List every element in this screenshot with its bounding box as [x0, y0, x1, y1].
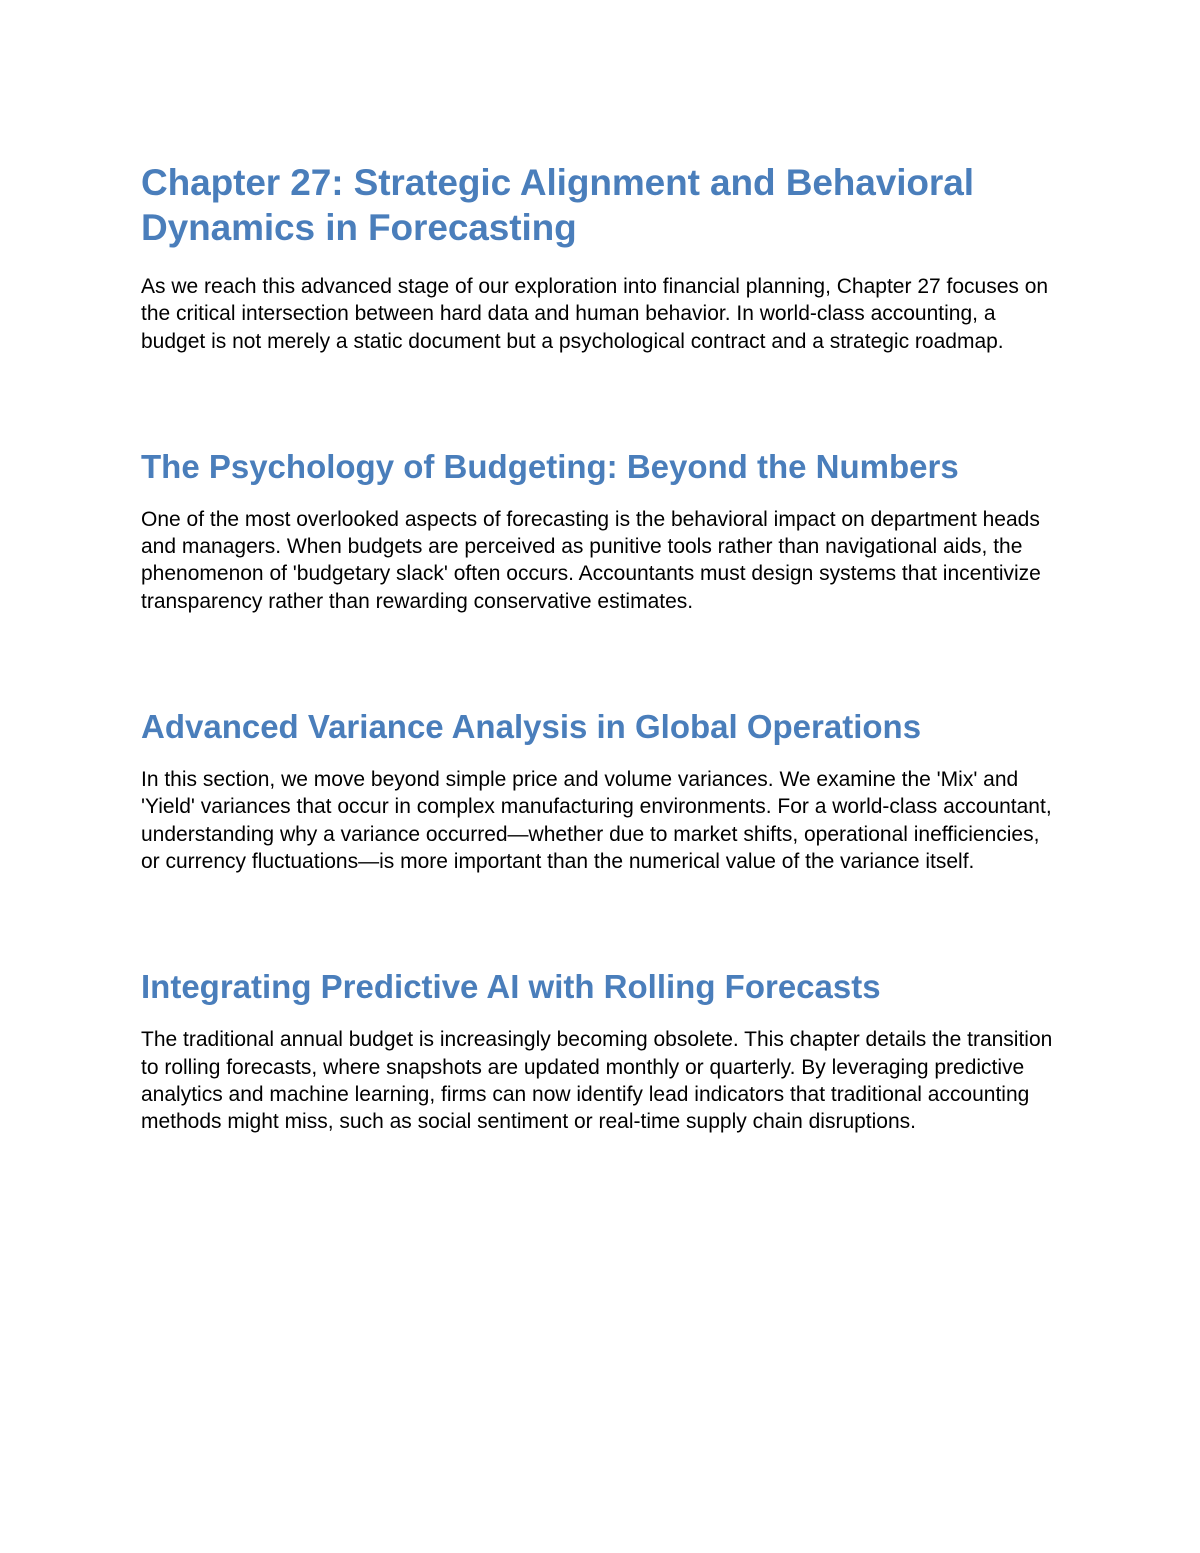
- section-paragraph: One of the most overlooked aspects of forecasting is the behavioral impact on department heads and managers. When budgets are perceived as punitive tools rather than navigational aids, the phenomenon of 'budgetary slack' often occurs. Accountants must design systems that incentivize transparency rather than rewarding conservative estimates.: [141, 507, 1041, 613]
- section-heading: Advanced Variance Analysis in Global Operations: [141, 708, 922, 746]
- intro-paragraph: As we reach this advanced stage of our exploration into financial planning, Chapter 27 focuses on the critical intersection between hard data and human behavior. In world-class accounting, a budget is not merely a static document but a psychological contract and a strategic roadmap.: [141, 275, 1049, 353]
- chapter-title: Chapter 27: Strategic Alignment and Behavioral Dynamics in Forecasting: [141, 162, 974, 248]
- section-paragraph: The traditional annual budget is increasingly becoming obsolete. This chapter details the transition to rolling forecasts, where snapshots are updated monthly or quarterly. By leveraging predictive analytics and machine learning, firms can now identify lead indicators that traditional accounting methods might miss, such as social sentiment or real-time supply chain disruptions.: [141, 1028, 1053, 1134]
- section-psychology-of-budgeting: [141, 447, 1061, 615]
- section-paragraph: In this section, we move beyond simple price and volume variances. We examine the 'Mix' and 'Yield' variances that occur in complex manufacturing environments. For a world-class accountant, understanding why a variance occurred—whether due to market shifts, operational inefficiencies, or currency fluctuations—is more important than the numerical value of the variance itself.: [141, 768, 1052, 873]
- document-page: [141, 160, 1061, 1135]
- section-heading: The Psychology of Budgeting: Beyond the Numbers: [141, 447, 959, 485]
- section-heading: Integrating Predictive AI with Rolling Forecasts: [141, 968, 881, 1006]
- section-predictive-ai: [141, 967, 1061, 1135]
- section-variance-analysis: [141, 707, 1061, 875]
